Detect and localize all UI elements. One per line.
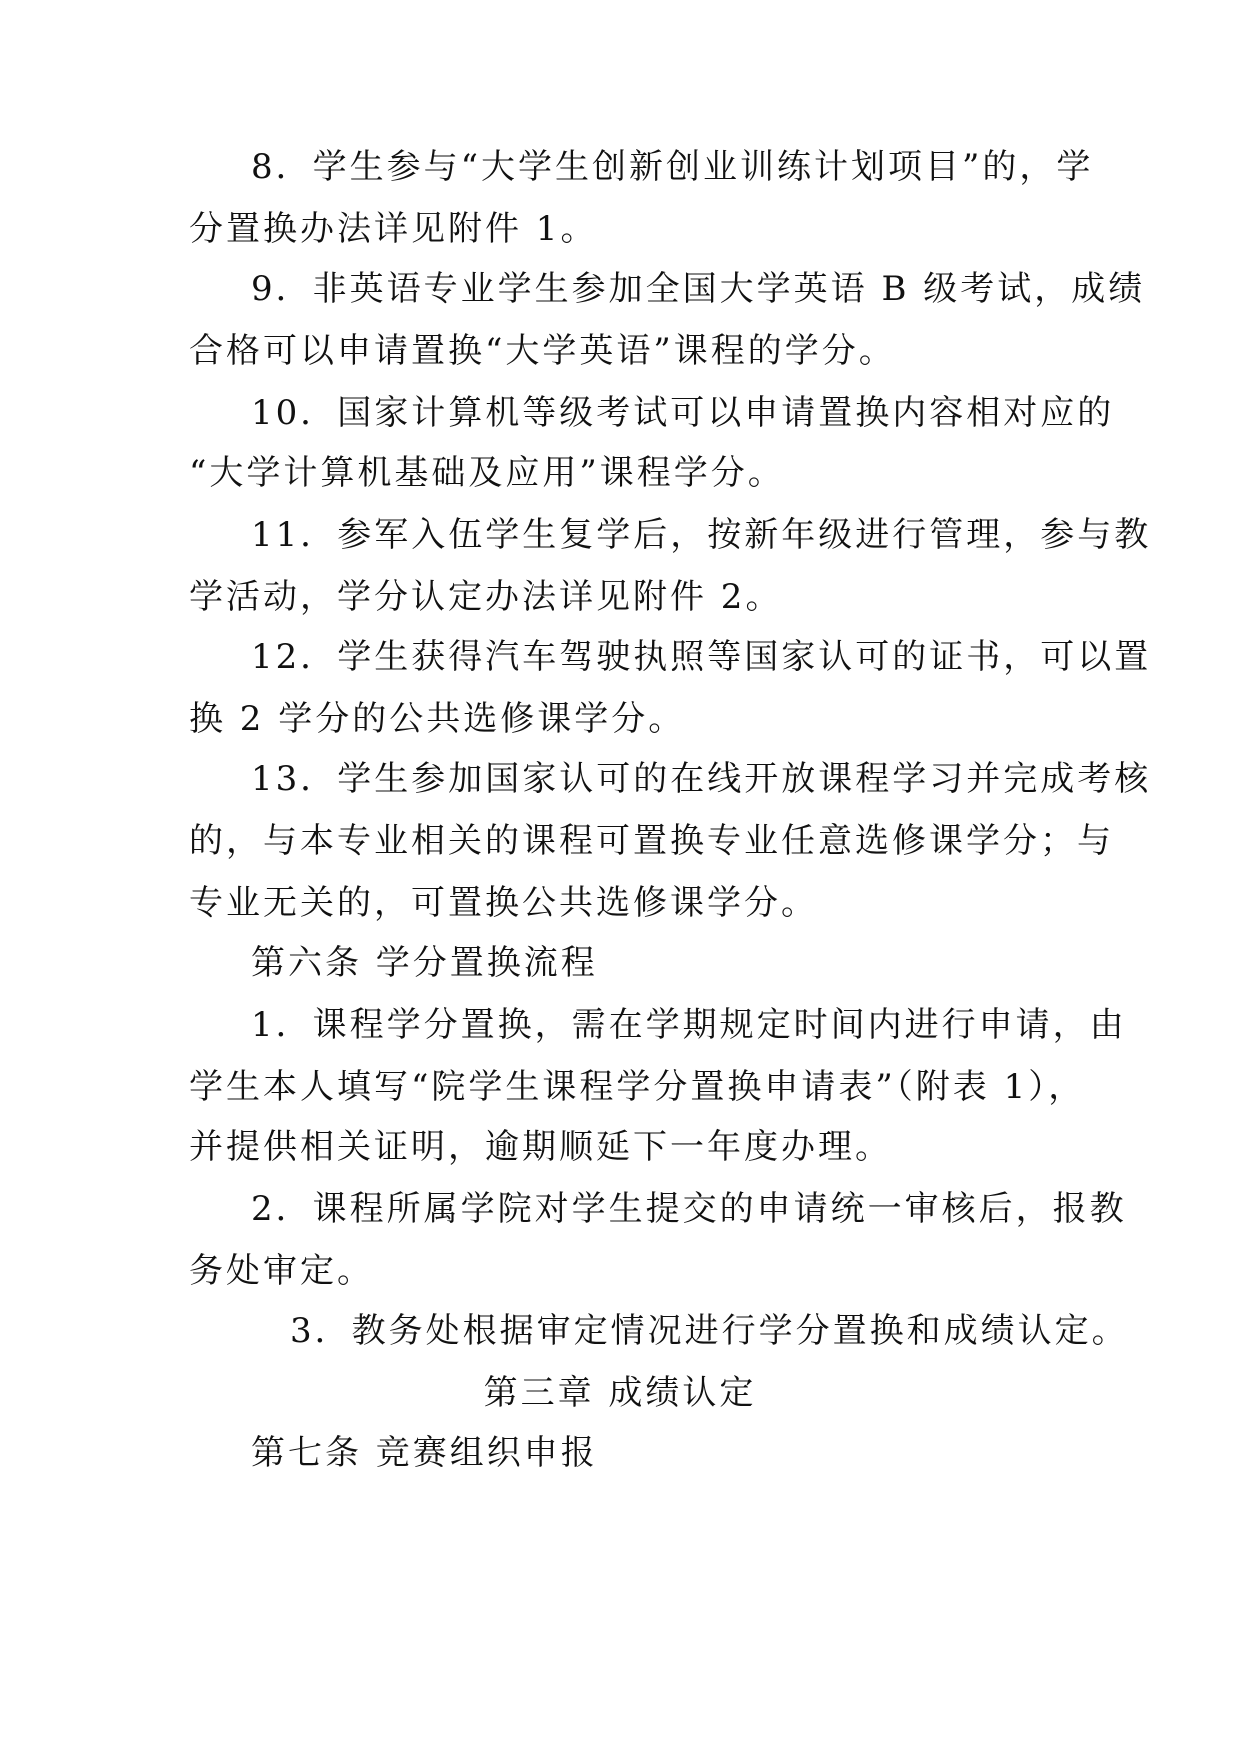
paragraph-12-line-2: 换 2 学分的公共选修课学分。: [189, 699, 686, 739]
paragraph-10-line-2: “大学计算机基础及应用”课程学分。: [189, 453, 785, 493]
paragraph-10-line-1: 10．国家计算机等级考试可以申请置换内容相对应的: [251, 393, 1115, 433]
procedure-1-line-1: 1．课程学分置换，需在学期规定时间内进行申请，由: [251, 1005, 1127, 1045]
procedure-2-line-1: 2．课程所属学院对学生提交的申请统一审核后，报教: [251, 1189, 1127, 1229]
paragraph-8-line-1: 8．学生参与“大学生创新创业训练计划项目”的，学: [251, 147, 1094, 187]
procedure-1-line-2: 学生本人填写“院学生课程学分置换申请表”（附表 1），: [189, 1067, 1086, 1107]
article-7-heading: 第七条 竞赛组织申报: [251, 1433, 598, 1473]
paragraph-13-line-1: 13．学生参加国家认可的在线开放课程学习并完成考核: [251, 759, 1152, 799]
paragraph-11-line-1: 11．参军入伍学生复学后，按新年级进行管理，参与教: [251, 515, 1152, 555]
article-6-heading: 第六条 学分置换流程: [251, 943, 598, 983]
paragraph-8-line-2: 分置换办法详见附件 1。: [189, 209, 598, 249]
procedure-3-line: 3．教务处根据审定情况进行学分置换和成绩认定。: [290, 1311, 1129, 1351]
paragraph-13-line-2: 的，与本专业相关的课程可置换专业任意选修课学分；与: [189, 821, 1114, 861]
paragraph-12-line-1: 12．学生获得汽车驾驶执照等国家认可的证书，可以置: [251, 637, 1152, 677]
paragraph-9-line-2: 合格可以申请置换“大学英语”课程的学分。: [189, 331, 896, 371]
paragraph-11-line-2: 学活动，学分认定办法详见附件 2。: [189, 577, 783, 617]
paragraph-9-line-1: 9．非英语专业学生参加全国大学英语 B 级考试，成绩: [251, 269, 1146, 309]
chapter-3-heading: 第三章 成绩认定: [483, 1373, 757, 1413]
paragraph-13-line-3: 专业无关的，可置换公共选修课学分。: [189, 883, 818, 923]
procedure-2-line-2: 务处审定。: [189, 1251, 374, 1291]
procedure-1-line-3: 并提供相关证明，逾期顺延下一年度办理。: [189, 1127, 892, 1167]
